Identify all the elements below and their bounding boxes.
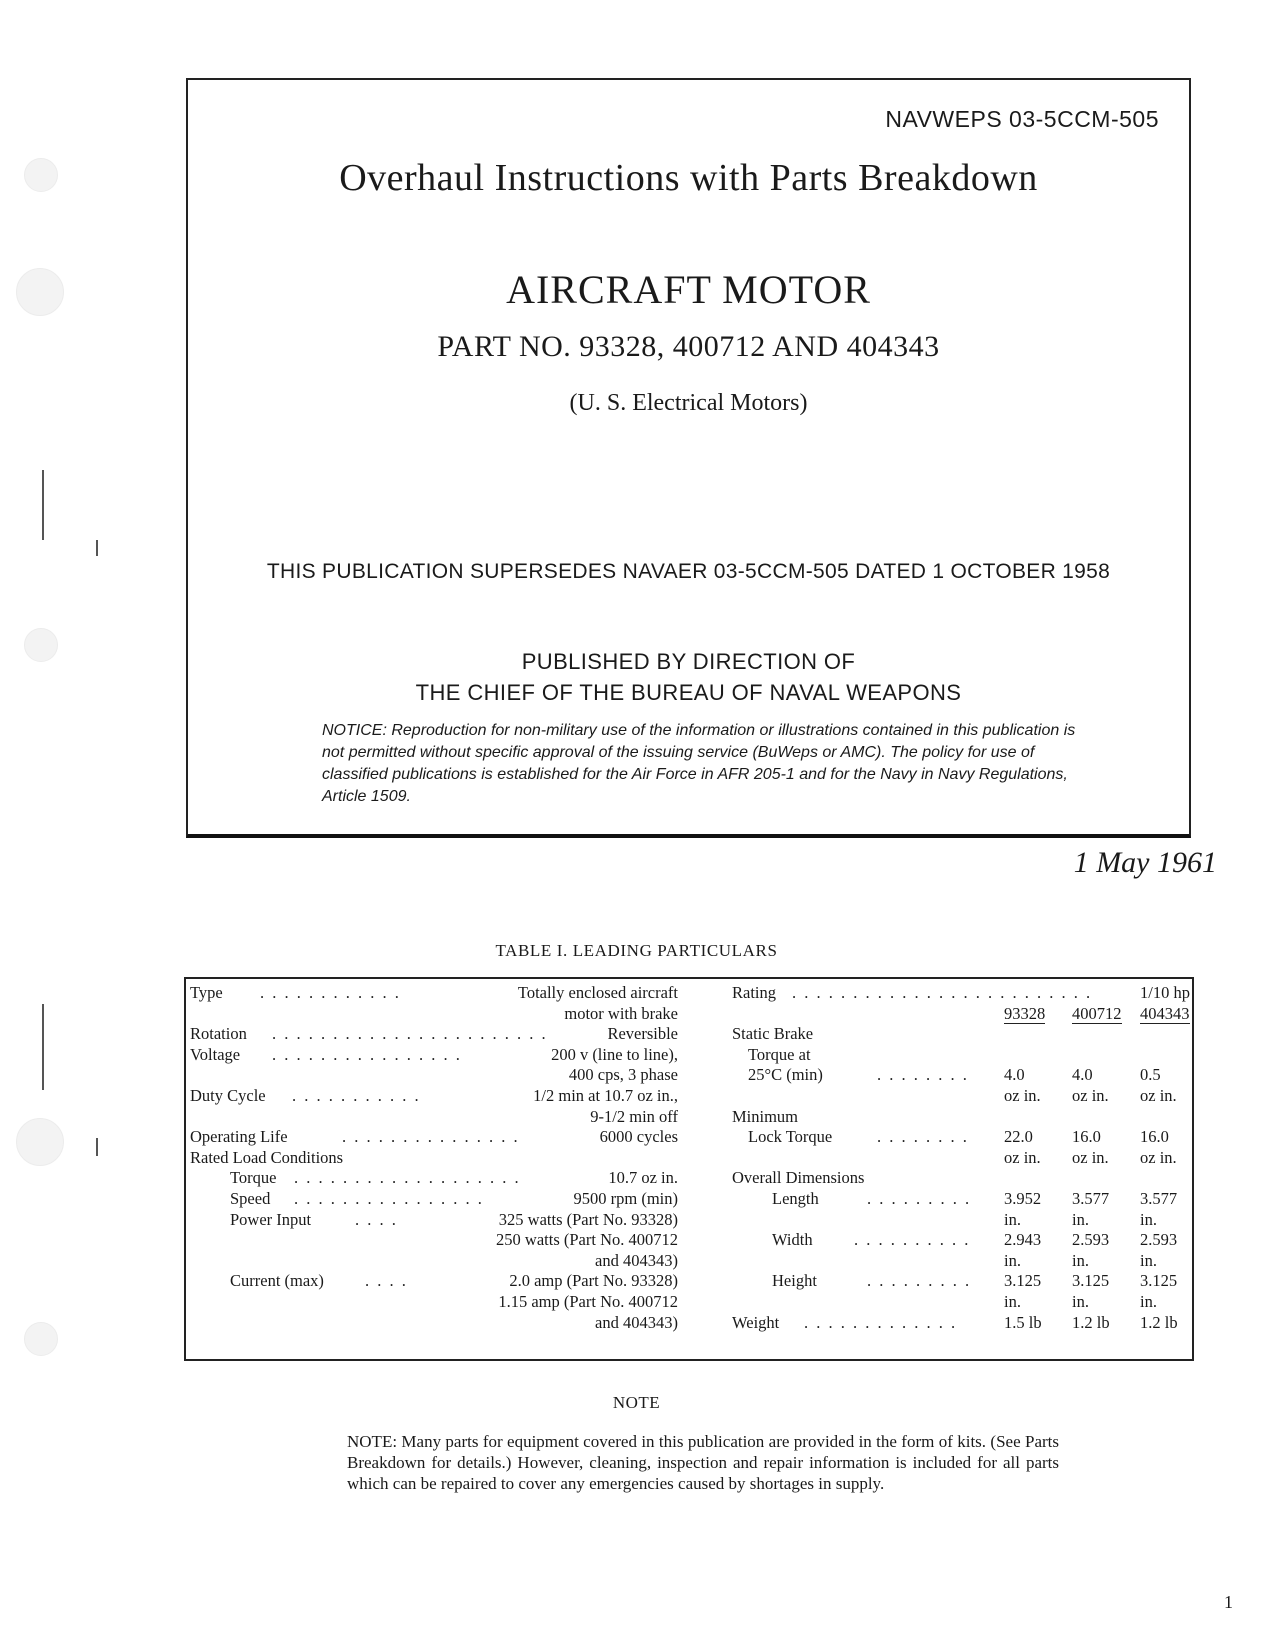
table-row: oz in. oz in. oz in. — [1004, 1147, 1177, 1167]
table-row: Duty Cycle . . . . . . . . . . . 1/2 min at 10.7 oz in., — [190, 1085, 678, 1105]
column-header: 93328 — [1004, 1003, 1046, 1023]
table-row: in. in. in. — [1004, 1209, 1157, 1229]
table-row: Width . . . . . . . . . . 2.943 2.593 2.593 — [772, 1230, 1178, 1250]
table-row: Length . . . . . . . . . 3.952 3.577 3.577 — [772, 1188, 1178, 1208]
published-line: PUBLISHED BY DIRECTION OF — [521, 649, 856, 674]
table-row: 250 watts (Part No. 400712 — [496, 1230, 678, 1250]
table-row: Speed . . . . . . . . . . . . . . . . 9500 rpm (min) — [230, 1188, 678, 1208]
right-particulars — [732, 979, 1190, 1333]
table-row: Overall Dimensions — [732, 1168, 865, 1188]
table-row: 400 cps, 3 phase — [568, 1065, 678, 1085]
table-row: 9-1/2 min off — [590, 1106, 678, 1126]
binder-mark — [42, 470, 44, 540]
table-row: Voltage . . . . . . . . . . . . . . . . 200 v (line to line), — [190, 1044, 678, 1064]
binder-mark — [42, 1004, 44, 1090]
table-row: 1.15 amp (Part No. 400712 — [498, 1291, 678, 1311]
table-row: Operating Life . . . . . . . . . . . . . . . 6000 cycles — [190, 1127, 678, 1147]
column-header-row — [732, 1004, 1190, 1025]
published-line: THE CHIEF OF THE BUREAU OF NAVAL WEAPONS — [415, 680, 962, 705]
table-row: and 404343) — [595, 1312, 678, 1332]
table-row: and 404343) — [595, 1250, 678, 1270]
supersedes-notice: THIS PUBLICATION SUPERSEDES NAVAER 03-5CCM-505 DATED 1 OCTOBER 1958 — [266, 560, 1111, 583]
table-row: Current (max) . . . . 2.0 amp (Part No. 93328) — [230, 1271, 678, 1291]
table-row: Type . . . . . . . . . . . . Totally enclosed aircraft — [190, 983, 678, 1002]
table-row: Weight . . . . . . . . . . . . . 1.5 lb 1.2 lb 1.2 lb — [732, 1312, 1178, 1332]
manufacturer: (U. S. Electrical Motors) — [569, 390, 808, 416]
table-row: oz in. oz in. oz in. — [1004, 1085, 1177, 1105]
table-row: Torque . . . . . . . . . . . . . . . . . . . 10.7 oz in. — [230, 1168, 678, 1188]
part-numbers: PART NO. 93328, 400712 AND 404343 — [437, 330, 940, 363]
table-row: Rating . . . . . . . . . . . . . . . . . . . . . . . . . 1/10 hp — [732, 983, 1190, 1002]
punch-hole — [24, 628, 58, 662]
leading-particulars-table — [184, 977, 1194, 1361]
binder-mark — [96, 540, 98, 556]
product-name: AIRCRAFT MOTOR — [506, 267, 871, 312]
table-row: Height . . . . . . . . . 3.125 3.125 3.125 — [772, 1271, 1178, 1291]
document-title: Overhaul Instructions with Parts Breakdown — [339, 157, 1038, 199]
publication-date: 1 May 1961 — [1073, 846, 1217, 879]
table-row: Rotation . . . . . . . . . . . . . . . . . . . . . . . Reversible — [190, 1024, 678, 1044]
note-heading: NOTE — [612, 1393, 661, 1412]
punch-hole — [16, 1118, 64, 1166]
punch-hole — [16, 268, 64, 316]
document-code: NAVWEPS 03-5CCM-505 — [885, 106, 1159, 132]
table-row: Minimum — [732, 1106, 799, 1126]
cover-block — [186, 78, 1191, 838]
reproduction-notice: NOTICE: Reproduction for non-military use of the information or illustrations contained in this publication is not permitted without specific approval of the issuing service (BuWeps or AMC). The policy for use of classified publications is established for the Air Force in AFR 205-1 and for the Navy in Navy Regulations, Article 1509. — [322, 722, 1076, 805]
table-row: in. in. in. — [1004, 1250, 1157, 1270]
table-row: Static Brake — [732, 1024, 814, 1044]
column-header: 404343 — [1140, 1003, 1190, 1023]
punch-hole — [24, 158, 58, 192]
note-text: NOTE: Many parts for equipment covered in this publication are provided in the form of kits. (See Parts Breakdown for details.) However, cleaning, inspection and repair information is included for all parts which can be repaired to cover any emergencies caused by shortages in supply. — [347, 1432, 1059, 1493]
table-row: Rated Load Conditions — [190, 1147, 344, 1167]
table-row: motor with brake — [564, 1003, 678, 1023]
table-row: in. in. in. — [1004, 1291, 1157, 1311]
table-row: Lock Torque . . . . . . . . 22.0 16.0 16.0 — [748, 1127, 1169, 1147]
binder-mark — [96, 1138, 98, 1156]
column-header: 400712 — [1072, 1003, 1122, 1023]
published-by — [188, 646, 1189, 708]
table-row: Torque at — [748, 1044, 811, 1064]
punch-hole — [24, 1322, 58, 1356]
table-row: 25°C (min) . . . . . . . . 4.0 4.0 0.5 — [748, 1065, 1161, 1085]
page-number: 1 — [1224, 1592, 1233, 1612]
left-particulars — [190, 979, 678, 1333]
table-caption: TABLE I. LEADING PARTICULARS — [495, 941, 778, 960]
table-row: Power Input . . . . 325 watts (Part No. 93328) — [230, 1209, 678, 1229]
